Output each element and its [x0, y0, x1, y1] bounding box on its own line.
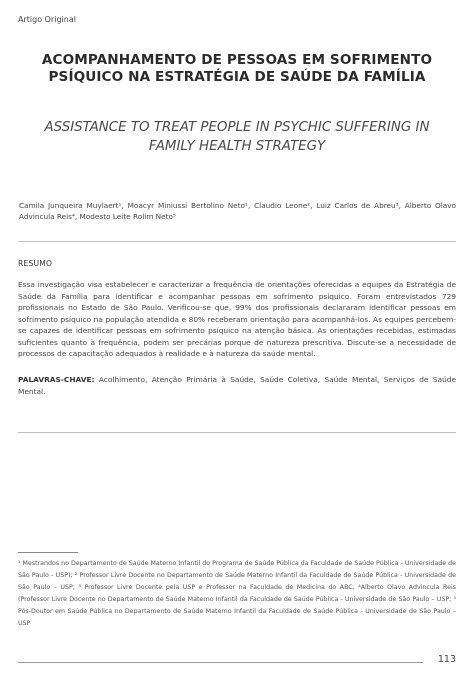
footnote-separator [18, 552, 78, 553]
article-title-portuguese: ACOMPANHAMENTO DE PESSOAS EM SOFRIMENTO PSÍQUICO NA ESTRATÉGIA DE SAÚDE DA FAMÍLIA [41, 52, 433, 85]
footnotes: ¹ Mestrandos no Departamento de Saúde Materno Infantil do Programa de Saúde Pública da Faculdade de Saúde Pública - Universidade de São Paulo - USP); ² Professor Livre Docente no Departamento de Saúde Materno Infantil da Faculdade de Saúde Pública - Universidade de São Paulo – USP; ³ Professor Livre Docente pela USP e Professor na Faculdade de Medicina do ABC, ⁴Alberto Olavo Advincula Reis (Professor Livre Docente no Departamento de Saúde Materno Infantil da Faculdade de Saúde Pública - Universidade de São Paulo – USP; ⁵ Pós-Doutor em Saúde Pública no Departamento de Saúde Materno Infantil da Faculdade de Saúde Pública - Universidade de São Paulo – USP [18, 560, 456, 627]
keywords-list: Acolhimento, Atenção Primária à Saúde, Saúde Coletiva, Saúde Mental, Serviços de Saúde Mental. [18, 375, 456, 396]
divider-top [18, 241, 456, 242]
abstract-text: Essa investigação visa estabelecer e caracterizar a frequência de orientações oferecidas a equipes da Estratégia de Saúde da Família para identificar e acompanhar pessoas em sofrimento psíquico. Foram entrevistados 729 profissionais no Estado de São Paulo. Verificou-se que, 99% dos profissionais declararam identificar pessoas em sofrimento psíquico na população atendida e 80% receberam orientação para acompanhá-los. As equipes percebem-se capazes de identificar pessoas em sofrimento psíquico na atenção básica. As orientações recebidas, estimadas suficientes quanto à frequência, podem ser precárias porque de natureza prescritiva. Discute-se a necessidade de processos de capacitação adequados à realidade e à natureza da saúde mental. [18, 280, 456, 358]
keywords [18, 374, 456, 397]
divider-bottom [18, 432, 456, 433]
page-number: 113 [437, 654, 456, 665]
abstract-heading: RESUMO [18, 259, 53, 268]
footer-rule [18, 662, 423, 663]
article-title-english: ASSISTANCE TO TREAT PEOPLE IN PSYCHIC SUFFERING IN FAMILY HEALTH STRATEGY [44, 120, 430, 154]
section-label: Artigo Original [18, 15, 76, 24]
author-list: Camila Junqueira Muylaert¹, Moacyr Miniussi Bertolino Neto¹, Claudio Leone², Luiz Carlos de Abreu³, Alberto Olavo Advincula Reis⁴, Modesto Leite Rolim Neto⁵ [19, 201, 456, 221]
keywords-label: PALAVRAS-CHAVE: [18, 375, 95, 384]
